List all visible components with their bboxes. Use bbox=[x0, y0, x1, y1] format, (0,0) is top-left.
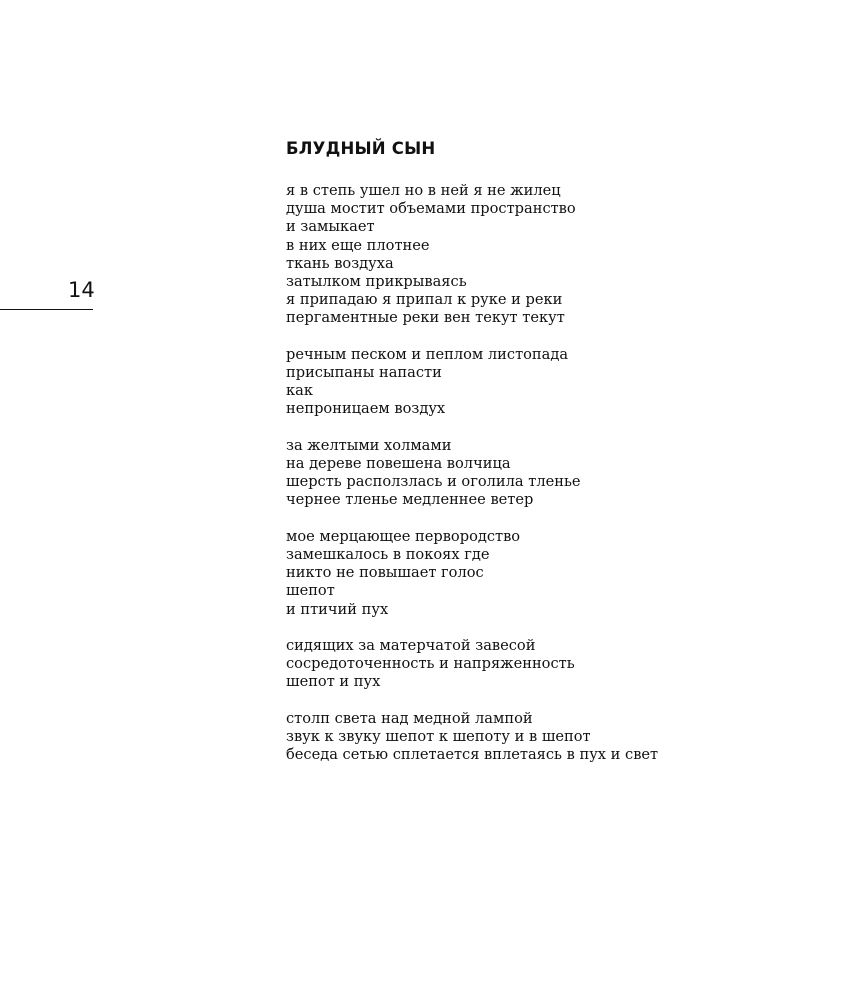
stanza-2 bbox=[286, 346, 826, 419]
poem-line: на дереве повешена волчица bbox=[286, 455, 511, 473]
poem-line: затылком прикрываясь bbox=[286, 273, 467, 291]
poem-line: присыпаны напасти bbox=[286, 364, 442, 382]
poem-line: звук к звуку шепот к шепоту и в шепот bbox=[286, 728, 591, 746]
poem-line: мое мерцающее первородство bbox=[286, 527, 521, 545]
poem-line: и птичий пух bbox=[286, 600, 389, 618]
stanza-1 bbox=[286, 182, 826, 328]
stanza-3 bbox=[286, 437, 826, 510]
poem-line: чернее тленье медленнее ветер bbox=[286, 491, 534, 509]
poem-line: и замыкает bbox=[286, 218, 375, 236]
poem-line: пергаментные реки вен текут текут bbox=[286, 309, 565, 327]
poem-line: как bbox=[286, 382, 313, 400]
poem-line: замешкалось в покоях где bbox=[286, 546, 490, 564]
page-number-rule bbox=[0, 309, 93, 310]
poem-line: шепот bbox=[286, 582, 335, 600]
poem-line: речным песком и пеплом листопада bbox=[286, 345, 569, 363]
poem-line: ткань воздуха bbox=[286, 254, 394, 272]
poem-line: сосредоточенность и напряженность bbox=[286, 655, 575, 673]
poem-title: БЛУДНЫЙ СЫН bbox=[286, 139, 436, 158]
page-number: 14 bbox=[68, 278, 95, 302]
stanza-4 bbox=[286, 528, 826, 619]
stanza-6 bbox=[286, 710, 826, 765]
poem-line: шерсть расползлась и оголила тленье bbox=[286, 473, 581, 491]
poem-line: столп света над медной лампой bbox=[286, 709, 533, 727]
poem-line: в них еще плотнее bbox=[286, 236, 430, 254]
poem-line: я в степь ушел но в ней я не жилец bbox=[286, 182, 561, 199]
poem-line: за желтыми холмами bbox=[286, 436, 452, 454]
stanza-5 bbox=[286, 637, 826, 692]
poem-line: беседа сетью сплетается вплетаясь в пух и свет bbox=[286, 746, 659, 764]
poem-line: шепот и пух bbox=[286, 673, 381, 691]
poem-line: сидящих за матерчатой завесой bbox=[286, 637, 536, 655]
poem bbox=[286, 138, 826, 783]
poem-line: я припадаю я припал к руке и реки bbox=[286, 291, 563, 309]
poem-line: никто не повышает голос bbox=[286, 564, 484, 582]
poem-line: непроницаем воздух bbox=[286, 400, 446, 418]
poem-line: душа мостит объемами пространство bbox=[286, 200, 576, 218]
